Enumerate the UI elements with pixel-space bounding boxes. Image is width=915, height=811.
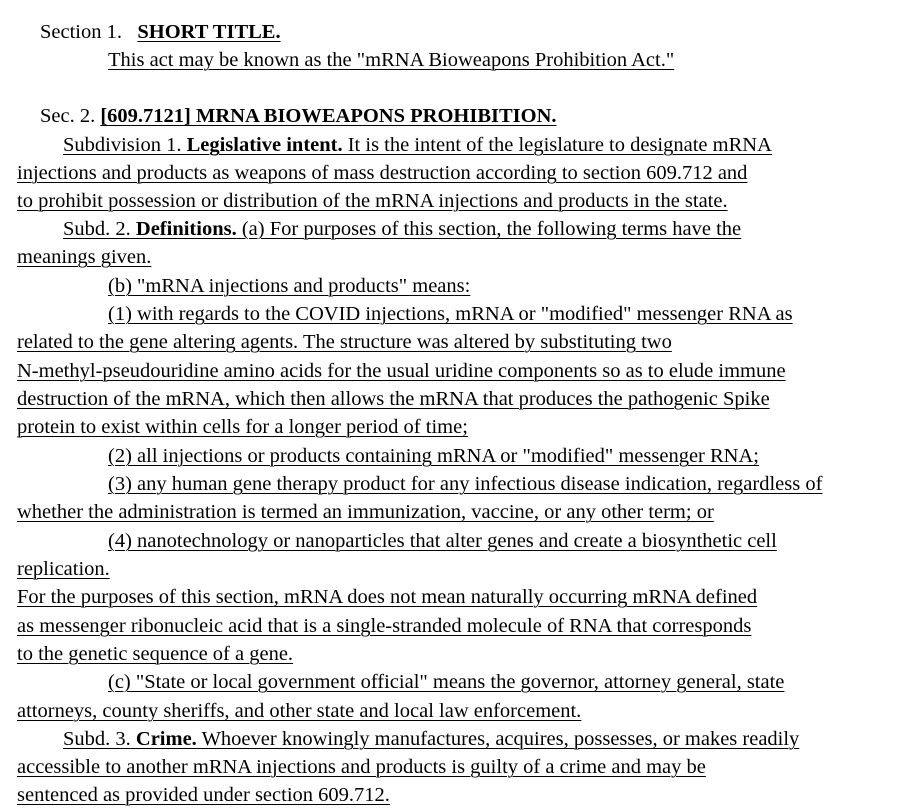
mrna-exclusion-line-2: as messenger ribonucleic acid that is a single-stranded molecule of RNA that corresponds xyxy=(17,615,752,637)
subd-3-line-1 xyxy=(63,725,799,753)
section-1-heading-line xyxy=(40,18,281,46)
subd-3-line-3: sentenced as provided under section 609.712. xyxy=(17,784,390,806)
subd-1-line-2: injections and products as weapons of mass destruction according to section 609.712 and xyxy=(17,162,748,184)
definition-b1-line-1: (1) with regards to the COVID injections, mRNA or "modified" messenger RNA as xyxy=(108,303,793,325)
definition-b4-line-2: replication. xyxy=(17,558,110,580)
definition-b1-line-4: destruction of the mRNA, which then allows the mRNA that produces the pathogenic Spike xyxy=(17,388,770,410)
subd-3-heading: Crime. xyxy=(135,728,197,750)
definition-c-line-2: attorneys, county sheriffs, and other state and local law enforcement. xyxy=(17,700,582,722)
section-2-heading-line xyxy=(40,102,557,130)
definition-b2: (2) all injections or products containing mRNA or "modified" messenger RNA; xyxy=(108,445,759,467)
mrna-exclusion-line-1: For the purposes of this section, mRNA does not mean naturally occurring mRNA defined xyxy=(17,586,758,608)
subd-3-label: Subd. 3. xyxy=(63,728,131,750)
definition-b: (b) "mRNA injections and products" means: xyxy=(108,275,471,297)
subd-1-label: Subdivision 1. xyxy=(63,134,182,156)
section-2-label: Sec. 2. xyxy=(40,105,96,127)
definition-b4-line-1: (4) nanotechnology or nanoparticles that alter genes and create a biosynthetic cell xyxy=(108,530,777,552)
subd-3-text: Whoever knowingly manufactures, acquires, possesses, or makes readily xyxy=(201,728,800,750)
subd-1-text: It is the intent of the legislature to designate mRNA xyxy=(347,134,772,156)
subd-2-heading: Definitions. xyxy=(135,218,237,240)
section-1-title: SHORT TITLE. xyxy=(137,21,281,43)
definition-b3-line-2: whether the administration is termed an immunization, vaccine, or any other term; or xyxy=(17,501,714,523)
subd-2-line-2: meanings given. xyxy=(17,246,152,268)
subd-2-text: (a) For purposes of this section, the following terms have the xyxy=(241,218,742,240)
definition-b1-line-2: related to the gene altering agents. The structure was altered by substituting two xyxy=(17,331,672,353)
subd-1-heading: Legislative intent. xyxy=(186,134,343,156)
subd-3-line-2: accessible to another mRNA injections and products is guilty of a crime and may be xyxy=(17,756,706,778)
definition-b1-line-5: protein to exist within cells for a longer period of time; xyxy=(17,416,468,438)
definition-b3-line-1: (3) any human gene therapy product for any infectious disease indication, regardless of xyxy=(108,473,823,495)
definition-b1-line-3: N-methyl-pseudouridine amino acids for the usual uridine components so as to elude immune xyxy=(17,360,786,382)
mrna-exclusion-line-3: to the genetic sequence of a gene. xyxy=(17,643,294,665)
subd-2-line-1 xyxy=(63,215,741,243)
subd-2-label: Subd. 2. xyxy=(63,218,131,240)
section-1-label: Section 1. xyxy=(40,21,122,43)
subd-1-line-3: to prohibit possession or distribution of the mRNA injections and products in the state. xyxy=(17,190,728,212)
section-1-text: This act may be known as the "mRNA Bioweapons Prohibition Act." xyxy=(108,49,675,71)
subd-1-line-1 xyxy=(63,131,772,159)
section-2-title: [609.7121] MRNA BIOWEAPONS PROHIBITION. xyxy=(100,105,557,127)
definition-c-line-1: (c) "State or local government official" means the governor, attorney general, state xyxy=(108,671,785,693)
